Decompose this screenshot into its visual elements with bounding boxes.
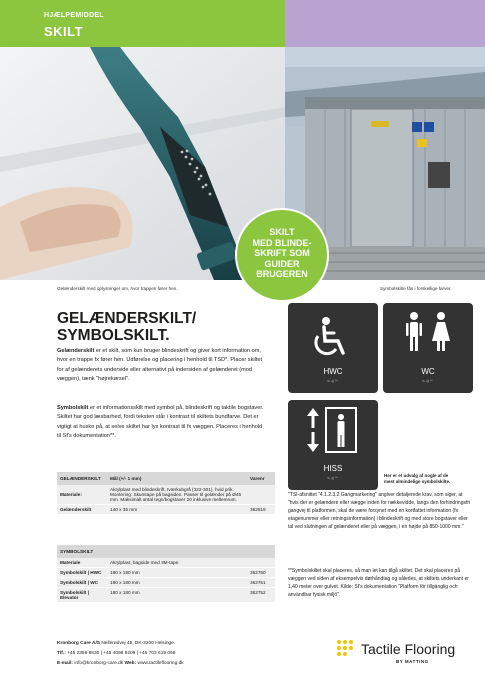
footer-email-link[interactable]: info@kronborg-care.dk: [73, 661, 124, 666]
badge-line: BRUGEREN: [256, 269, 308, 279]
tactile-dots-logo-icon: [336, 639, 358, 661]
headline-line: GELÆNDERSKILT/: [57, 310, 197, 327]
table-header: [107, 545, 247, 558]
paragraph-railing-sign: [57, 347, 267, 385]
header-green-band: [0, 0, 285, 47]
footer-web-link[interactable]: www.tactileflooring.dk: [136, 661, 184, 666]
right-photo-caption: Symbolskilte fås i forskellige farver.: [380, 286, 452, 291]
footer-phone-label: Tlf.:: [57, 651, 66, 656]
table-cell: 140 x 35 mm: [107, 505, 247, 515]
table-cell: 362519: [247, 505, 275, 515]
green-badge: [235, 208, 329, 302]
table-header-row: [57, 545, 275, 558]
table-row: [57, 505, 275, 515]
footer-address-text: Nellerødvej 45, DK-3200 Helsinge.: [100, 641, 176, 646]
paragraph-lead: Symbolskilt: [57, 405, 89, 411]
table-cell: Symbolskilt | HWC: [57, 568, 107, 578]
braille-text: ⠓⠺⠉: [327, 476, 339, 481]
symbol-sign-table: [57, 545, 275, 603]
left-photo-caption: Gelænderskilt med oplysninger om, hvor trappen fører hen.: [57, 286, 178, 291]
header-title: SKILT: [44, 24, 84, 39]
badge-line: SKILT: [269, 227, 295, 237]
table-cell: 362750: [247, 568, 275, 578]
badge-line: MED BLINDE-: [252, 237, 312, 248]
braille-text: ⠓⠺⠉: [327, 379, 339, 384]
table-cell: Akrylplast med blindeskrift, tværkubgrå (322-301), hvid prik. Montering: Skumtape på bagsiden. Passer til gelænder på Ø45 mm. Maksimalt antal tegn/bogstaver 20 inklusive mellemrum.: [107, 485, 247, 505]
table-row: [57, 568, 275, 578]
table-header: [247, 545, 275, 558]
table-cell: Akrylplast, bagside med 3M-tape.: [107, 558, 247, 568]
logo-name: Tactile Flooring: [361, 641, 456, 657]
wheelchair-icon: [288, 303, 378, 363]
table-header: SYMBOLSKILT: [57, 545, 107, 558]
elevator-icon: [288, 400, 378, 460]
footer-email-label: E-mail:: [57, 661, 73, 666]
table-cell: 362751: [247, 578, 275, 588]
badge-line: SKRIFT SOM: [254, 248, 310, 258]
sign-label: HWC: [323, 367, 343, 376]
headline: [57, 310, 196, 344]
footer-address: [57, 641, 175, 646]
table-header-row: [57, 472, 275, 485]
sign-label: WC: [421, 367, 435, 376]
table-header: Varenr: [247, 472, 275, 485]
toilet-people-icon: [383, 303, 473, 363]
table-cell: 180 x 180 mm: [107, 568, 247, 578]
table-row: [57, 558, 275, 568]
table-header: Mål (+/- 1 mm): [107, 472, 247, 485]
header-purple-band: [285, 0, 485, 47]
paragraph-text: er et informationsskilt med symbol på, blindeskrift og taktile bogstaver. Skiltet har god læsbarhed, fordi teksten står i kontrast til skiltets bundfarve. Det er vigtigt at huske på, at selve skiltet har lys kontrast til fx væggen. Placeres i henhold til Sf's dokumentation**.: [57, 405, 264, 440]
sign-elevator: [288, 400, 378, 490]
sign-label: HISS: [323, 464, 343, 473]
footnote-symbol: **Symbolskiltet skal placeres, så man let kan tilgå skiltet. Det skal placeres på væggen ved siden af eksempelvis dørhåndtag og således, at skiltets underkant er 1,40 meter over gulvet. Kilde: Sf's dokumentation "Platform för tillgänglig och användbar fysisk miljö".: [288, 568, 469, 598]
paragraph-text: er et skilt, som kun bruger blindeskrift og giver kort information om, hvor en trappe fx fører hen. Udførelse og placering i henhold til TSD*. Placer skiltet for af gelænderets underside eller alternativt på indersiden af gelænderet (mod væggen), tænk "højrekørsel".: [57, 348, 263, 383]
footer-web-label: Web:: [123, 661, 137, 666]
header-category: HJÆLPEMIDDEL: [44, 12, 104, 19]
table-row: [57, 578, 275, 588]
railing-sign-table: [57, 472, 275, 515]
table-cell: Symbolskilt | Elevator: [57, 588, 107, 603]
table-cell: Symbolskilt | WC: [57, 578, 107, 588]
headline-line: SYMBOLSKILT.: [57, 327, 170, 344]
table-cell: 180 x 180 mm: [107, 578, 247, 588]
sign-hwc: [288, 303, 378, 393]
table-row: [57, 588, 275, 603]
table-cell: Gelænderskilt: [57, 505, 107, 515]
table-cell: Materiale:: [57, 485, 107, 505]
table-cell: 362752: [247, 588, 275, 603]
table-cell: 180 x 180 mm: [107, 588, 247, 603]
table-cell: Materiale: [57, 558, 107, 568]
badge-line: GUIDER: [264, 258, 300, 269]
footer-phone-text: +45 2358 8830 | +45 4098 9209 | +45 703 619 099: [65, 651, 176, 656]
footer-phone: [57, 651, 175, 656]
table-cell: [247, 485, 275, 505]
logo-subtitle: BY MATTING: [396, 659, 429, 664]
table-row: [57, 485, 275, 505]
signs-note: Her er et udvalg af nogle af de mest almindelige symbolskilte.: [384, 473, 451, 484]
footnote-tsi: "TSI-afsnittet "4.1.2.3.2 Gangmarkering" angiver detaljerede krav, som siger, at "hvis der er gelændere eller vægge inden for rækkevidde, langs den forhindringsfri gangvej til platformen, skal de være forsynet med en kortfattet information (fx etagenummer eller retningsinformation) i blindeskrift og med store bogstaver eller tal ved slutningen af gelænderet eller på væggen, i en højde på 850-1000 mm.": [288, 492, 471, 530]
sign-wc: [383, 303, 473, 393]
footer-company: Kronborg Care A/S: [57, 641, 100, 646]
paragraph-lead: Gelænderskilt: [57, 348, 95, 354]
footer-contact: [57, 661, 184, 666]
table-cell: [247, 558, 275, 568]
braille-text: ⠓⠺⠉: [422, 379, 434, 384]
paragraph-symbol-sign: [57, 404, 267, 442]
table-header: GELÆNDERSKILT: [57, 472, 107, 485]
